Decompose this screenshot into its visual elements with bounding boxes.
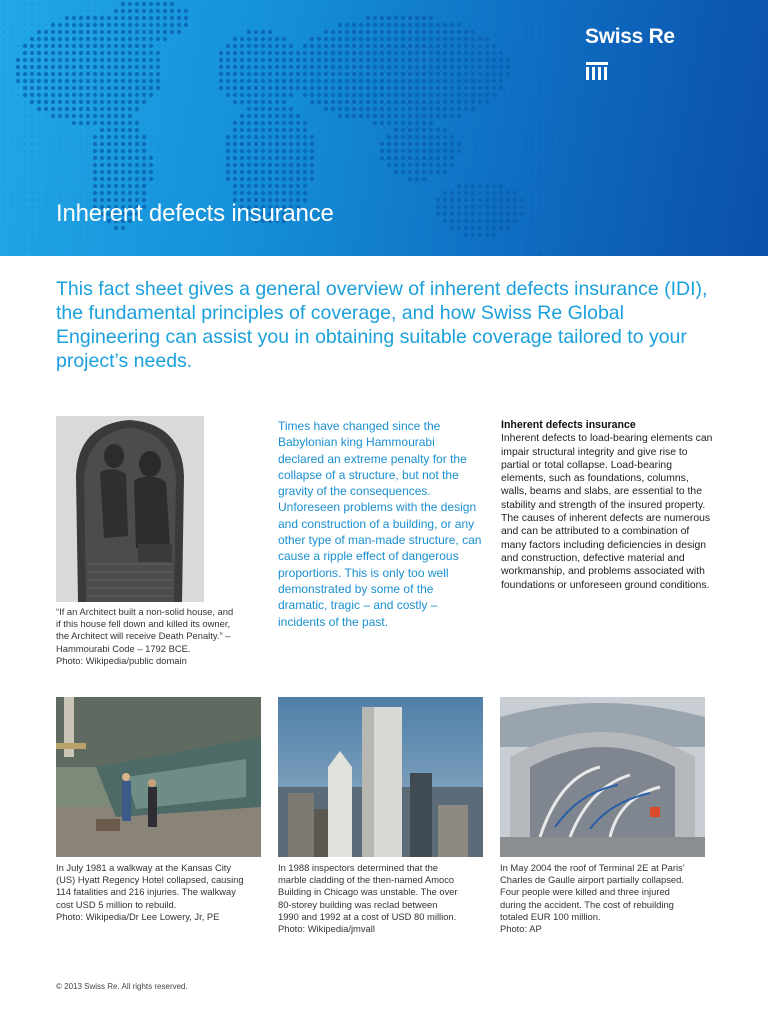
caption-line: Photo: Wikipedia/Dr Lee Lowery, Jr, PE: [56, 910, 220, 922]
caption-line: Photo: Wikipedia/public domain: [56, 654, 187, 666]
swiss-re-logo-mark-icon: [586, 62, 608, 80]
brand-logo-text: Swiss Re: [585, 25, 675, 48]
definition-section: [501, 419, 713, 592]
caption-line: during the accident. The cost of rebuilding: [500, 898, 674, 910]
caption-line: Four people were killed and three injured: [500, 886, 670, 898]
caption-line: the Architect will receive Death Penalty.” –: [56, 630, 231, 642]
intro-paragraph: This fact sheet gives a general overview of inherent defects insurance (IDI), the fundamental principles of coverage, and how Swiss Re Global Engineering can assist you in obtaining suitable coverage tailored to your project’s needs.: [56, 278, 708, 372]
definition-heading: Inherent defects insurance: [501, 419, 636, 431]
caption-line: 114 fatalities and 216 injuries. The walkway: [56, 886, 236, 898]
history-paragraph: Times have changed since the Babylonian king Hammourabi declared an extreme penalty for the collapse of a structure, but not the gravity of the consequences. Unforeseen problems with the design and construction of a building, or any other type of man-made structure, can cause a ripple effect of dangerous proportions. This is only too well demonstrated by some of the dramatic, tragic – and costly – incidents of the past.: [278, 419, 482, 629]
caption-line: 1990 and 1992 at a cost of USD 80 million.: [278, 910, 457, 922]
terminal-caption: [500, 862, 685, 935]
caption-line: “If an Architect built a non-solid house, and: [56, 606, 234, 617]
terminal-2e-photo: [500, 697, 705, 857]
hammurabi-stele-photo: [56, 416, 204, 602]
amoco-building-photo: [278, 697, 483, 857]
caption-line: Photo: Wikipedia/jmvall: [278, 923, 375, 935]
amoco-caption: [278, 862, 458, 935]
caption-line: (US) Hyatt Regency Hotel collapsed, causing: [56, 874, 244, 886]
hyatt-walkway-photo: [56, 697, 261, 857]
caption-line: In 1988 inspectors determined that the: [278, 862, 438, 873]
copyright-footer: © 2013 Swiss Re. All rights reserved.: [56, 982, 188, 991]
page-title: Inherent defects insurance: [56, 200, 334, 227]
caption-line: cost USD 5 million to rebuild.: [56, 898, 177, 910]
caption-line: In May 2004 the roof of Terminal 2E at Paris’: [500, 862, 685, 873]
caption-line: marble cladding of the then-named Amoco: [278, 874, 455, 886]
caption-line: totaled EUR 100 million.: [500, 910, 601, 922]
caption-line: Photo: AP: [500, 923, 542, 935]
caption-line: if this house fell down and killed its owner,: [56, 618, 231, 630]
caption-line: Building in Chicago was unstable. The over: [278, 886, 458, 898]
hammurabi-caption: [56, 606, 233, 667]
header-banner: [0, 0, 768, 256]
caption-line: 80-storey building was reclad between: [278, 898, 438, 910]
caption-line: Charles de Gaulle airport partially collapsed.: [500, 874, 684, 886]
hyatt-caption: [56, 862, 244, 923]
caption-line: Hammourabi Code – 1792 BCE.: [56, 642, 191, 654]
caption-line: In July 1981 a walkway at the Kansas City: [56, 862, 232, 873]
definition-text: Inherent defects to load-bearing elements can impair structural integrity and give rise to partial or total collapse. Load-bearing elements, such as foundations, columns, walls, beams and slabs, are essential to the stability and strength of the insured property. The causes of inherent defects are numerous and can be attributed to a combination of many factors including deficiencies in design and construction, defective material and workmanship, and problems associated with foundations or unforeseen ground conditions.: [501, 433, 713, 591]
